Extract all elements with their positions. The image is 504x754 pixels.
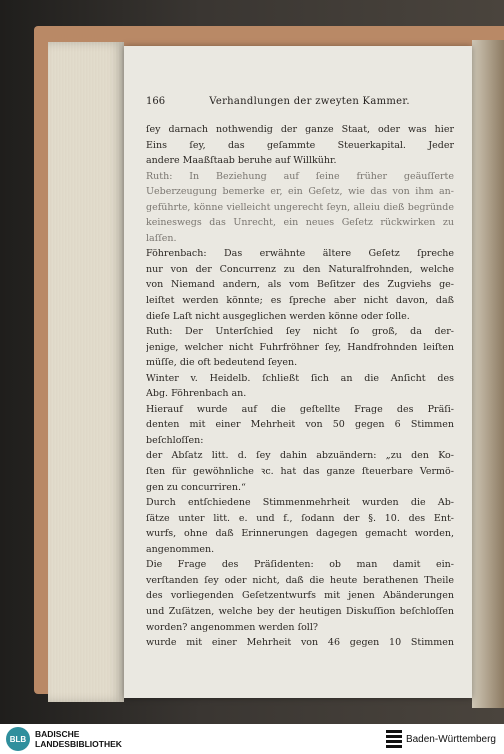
- facing-page-edge: [472, 40, 504, 708]
- page-header: [146, 96, 454, 107]
- running-title: Verhandlungen der zweyten Kammer.: [209, 96, 410, 107]
- text-line: jenige, welcher nicht Fuhrfröhner ſey, Handfrohnden leiſten: [146, 341, 454, 353]
- text-line: dieſe Laſt nicht ausgeglichen werden könne oder ſolle.: [146, 310, 410, 322]
- page-text: [146, 122, 454, 651]
- text-line: geführte, könne vielleicht ungerecht ſeyn, alleiu dieß begründe: [146, 201, 454, 213]
- text-line: von Niemand andern, als vom Beſitzer des Zugviehs ge-: [146, 279, 454, 291]
- text-line: andere Maaßſtaab beruhe auf Willkühr.: [146, 155, 337, 167]
- blb-logo: BLB: [6, 727, 30, 751]
- text-line: Hierauf wurde auf die geſtellte Frage des Präſi-: [146, 403, 454, 415]
- text-line: Föhrenbach: Das erwähnte ältere Geſetz ſpreche: [146, 248, 454, 260]
- text-line: angenommen.: [146, 543, 215, 555]
- text-line: der Abſatz litt. d. ſey dahin abzuändern: „zu den Ko-: [146, 450, 454, 462]
- text-line: Abg. Föhrenbach an.: [146, 388, 247, 400]
- text-line: ſten für gewöhnliche ꝛc. hat das ganze ſteuerbare Vermö-: [146, 466, 454, 478]
- text-line: nur von der Concurrenz zu den Naturalfrohnden, welche: [146, 263, 454, 275]
- text-line: Die Frage des Präſidenten: ob man damit ein-: [146, 559, 454, 571]
- text-line: Durch entſchiedene Stimmenmehrheit wurden die Ab-: [146, 497, 454, 509]
- footer-bar: [0, 724, 504, 754]
- text-line: keineswegs das Unrecht, ein neues Geſetz rückwirken zu: [146, 217, 454, 229]
- text-line: Ruth: In Beziehung auf ſeine früher geäuſſerte: [146, 170, 454, 182]
- page-number: 166: [146, 96, 166, 107]
- text-line: worden? angenommen werden ſoll?: [146, 621, 318, 633]
- text-line: verſtanden ſey oder nicht, daß die heute berathenen Theile: [146, 574, 454, 586]
- text-line: ſey darnach nothwendig der ganze Staat, oder was hier: [146, 124, 454, 135]
- state-crest-icon: [386, 730, 402, 748]
- text-line: Ruth: Der Unterſchied ſey nicht ſo groß, da der-: [146, 326, 454, 338]
- state-brand: [386, 730, 496, 748]
- text-line: laſſen.: [146, 232, 177, 244]
- page-block-edge: [48, 42, 124, 702]
- text-line: beſchloſſen:: [146, 434, 204, 446]
- library-name-line1: BADISCHE: [35, 729, 80, 739]
- text-line: müſſe, die oft bedeutend ſeyen.: [146, 357, 298, 369]
- text-line: Winter v. Heidelb. ſchließt ſich an die Anſicht des: [146, 372, 454, 384]
- text-line: gen zu concurriren.“: [146, 481, 246, 493]
- state-name: Baden-Württemberg: [405, 733, 496, 745]
- library-name-line2: LANDESBIBLIOTHEK: [35, 739, 122, 749]
- text-line: und Zuſätzen, welche bey der heutigen Diskuſſion beſchloſſen: [146, 605, 454, 617]
- text-line: wurde mit einer Mehrheit von 46 gegen 10 Stimmen: [146, 637, 454, 649]
- text-line: des vorliegenden Geſetzentwurfs mit jenen Abänderungen: [146, 590, 454, 602]
- library-name: [35, 729, 122, 749]
- text-line: denten mit einer Mehrheit von 50 gegen 6 Stimmen: [146, 419, 454, 431]
- text-line: wurfs, ohne daß Erinnerungen dagegen gemacht worden,: [146, 528, 454, 540]
- text-line: ſätze unter litt. e. und f., ſodann der §. 10. des Ent-: [146, 512, 454, 524]
- text-line: Eins ſey, das geſammte Steuerkapital. Jeder: [146, 139, 454, 151]
- text-line: Ueberzeugung bemerke er, ein Geſetz, wie das von ihm an-: [146, 186, 454, 198]
- text-line: leiſtet werden könnte; es ſpreche aber nicht davon, daß: [146, 295, 454, 307]
